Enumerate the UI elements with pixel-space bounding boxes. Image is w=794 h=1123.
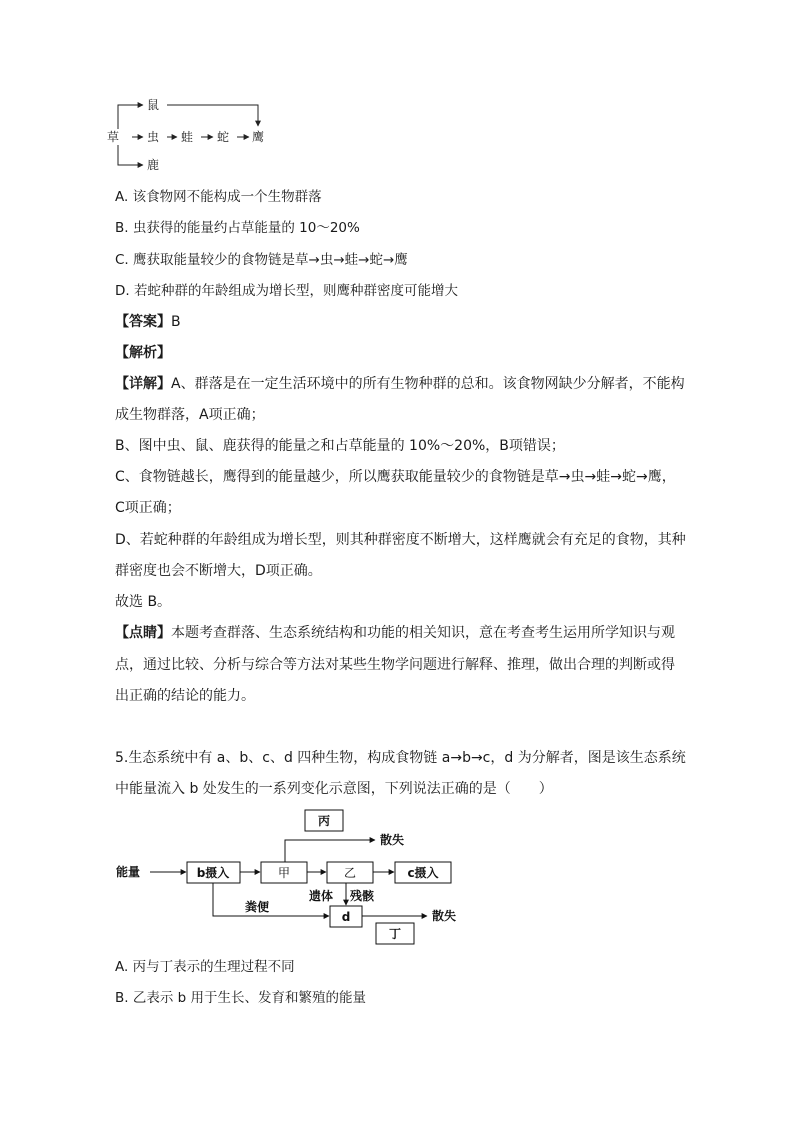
node-insect: 虫: [147, 130, 160, 144]
detail-line-2: 成生物群落，A项正确；: [115, 407, 265, 423]
box-ding: 丁: [388, 927, 402, 941]
label-residue: 残骸: [350, 889, 375, 903]
detail-line-3: B、图中虫、鼠、鹿获得的能量之和占草能量的 10%～20%，B项错误；: [115, 438, 565, 454]
label-energy: 能量: [116, 865, 141, 879]
detail-conclusion: 故选 B。: [115, 594, 172, 610]
node-snake: 蛇: [217, 130, 230, 144]
q4-option-c: C. 鹰获取能量较少的食物链是草→虫→蛙→蛇→鹰: [115, 252, 408, 268]
detail-line-6: D、若蛇种群的年龄组成为增长型，则其种群密度不断增大，这样鹰就会有充足的食物，其种: [115, 532, 686, 548]
detail-text-1: A、群落是在一定生活环境中的所有生物种群的总和。该食物网缺少分解者，不能构: [171, 376, 685, 392]
q5-option-a: A. 丙与丁表示的生理过程不同: [115, 959, 295, 975]
box-jia: 甲: [277, 866, 291, 880]
node-deer: 鹿: [147, 158, 160, 172]
node-frog: 蛙: [181, 130, 194, 144]
point-line-3: 出正确的结论的能力。: [115, 688, 255, 704]
analysis-heading: [115, 343, 171, 363]
label-loss-bottom: 散失: [432, 909, 457, 923]
detail-line-7: 群密度也会不断增大，D项正确。: [115, 563, 322, 579]
label-remains: 遗体: [309, 889, 334, 903]
q5-option-b: B. 乙表示 b 用于生长、发育和繁殖的能量: [115, 990, 366, 1006]
answer-value: B: [171, 314, 181, 330]
point-line-1: [115, 623, 675, 643]
q5-stem-line-2: 中能量流入 b 处发生的一系列变化示意图，下列说法正确的是（ ）: [115, 781, 553, 797]
node-mouse: 鼠: [147, 98, 160, 112]
point-tag: 【点睛】: [115, 625, 171, 641]
box-yi: 乙: [343, 866, 357, 880]
analysis-tag: 【解析】: [115, 345, 171, 361]
box-bing: 丙: [317, 814, 331, 828]
answer-tag: 【答案】: [115, 314, 171, 330]
label-feces: 粪便: [245, 900, 270, 914]
answer-line: [115, 312, 181, 332]
detail-line-4: C、食物链越长，鹰得到的能量越少，所以鹰获取能量较少的食物链是草→虫→蛙→蛇→鹰，: [115, 469, 676, 485]
box-b-intake: b摄入: [196, 866, 230, 880]
q4-option-b: B. 虫获得的能量约占草能量的 10～20%: [115, 220, 360, 236]
detail-line-5: C项正确；: [115, 500, 181, 516]
detail-tag: 【详解】: [115, 376, 171, 392]
energy-flow-diagram: [110, 805, 480, 950]
node-grass: 草: [107, 130, 120, 144]
box-d: d: [341, 910, 351, 924]
q5-stem-line-1: 5.生态系统中有 a、b、c、d 四种生物，构成食物链 a→b→c，d 为分解者，图是该生态系统: [115, 750, 686, 766]
point-line-2: 点，通过比较、分析与综合等方法对某些生物学问题进行解释、推理，做出合理的判断或得: [115, 657, 675, 673]
node-eagle: 鹰: [252, 130, 265, 144]
point-text-1: 本题考查群落、生态系统结构和功能的相关知识，意在考查考生运用所学知识与观: [171, 625, 675, 641]
box-c-intake: c摄入: [407, 866, 439, 880]
label-loss-top: 散失: [380, 833, 405, 847]
q4-option-a: A. 该食物网不能构成一个生物群落: [115, 189, 322, 205]
q4-option-d: D. 若蛇种群的年龄组成为增长型，则鹰种群密度可能增大: [115, 283, 458, 299]
detail-line-1: [115, 374, 685, 394]
food-web-diagram: [105, 92, 295, 180]
